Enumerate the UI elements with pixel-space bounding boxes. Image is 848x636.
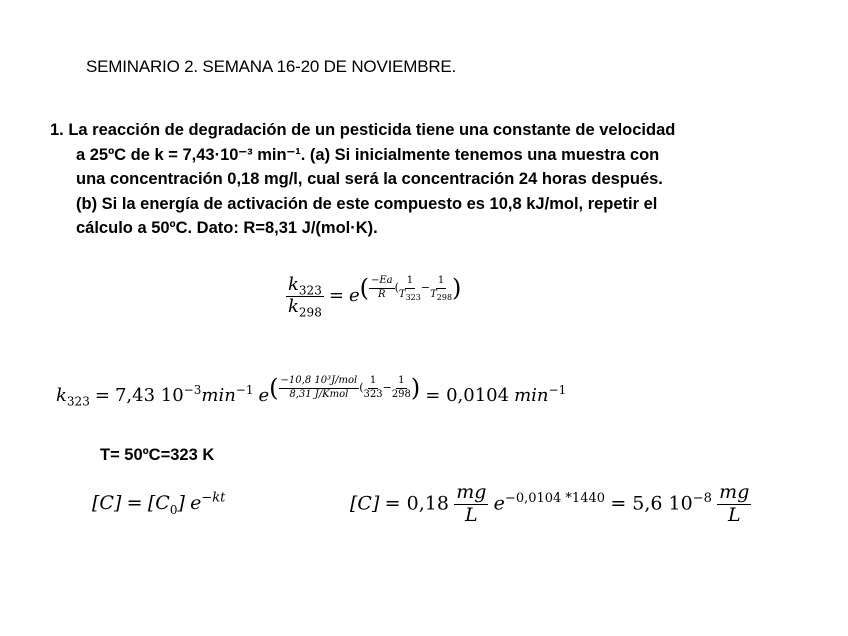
equals-sign: = bbox=[328, 284, 344, 306]
minus-sign: − bbox=[382, 381, 392, 394]
k-numerator-sub: 323 bbox=[298, 283, 322, 298]
initial-concentration-close: ] bbox=[177, 492, 185, 514]
t-b-sub: 298 bbox=[436, 292, 453, 302]
rate-ratio-fraction bbox=[286, 273, 324, 320]
exp-exponent: −0,0104 *1440 bbox=[504, 491, 606, 507]
inverse-298-fraction bbox=[392, 376, 411, 400]
equals-sign: = bbox=[126, 492, 143, 514]
ea-over-r-fraction bbox=[369, 276, 395, 300]
k-denominator: k bbox=[288, 295, 299, 317]
problem-line-1: 1. La reacción de degradación de un pesticida tiene una constante de velocidad bbox=[50, 121, 676, 139]
r-value-denominator: 8,31 J/Kmol bbox=[289, 388, 349, 400]
ea-value-numerator: −10,8 10³J/mol bbox=[279, 376, 360, 389]
k298-exponent: −3 bbox=[183, 382, 202, 397]
exponent-block: ( $\frac{\text{−10,8 10³J/mol}}{\text{8,31 J/Kmol}}$ ( $\frac{1}{323}$ − $\frac{1}{298}$ ) bbox=[269, 374, 421, 402]
t-a: T bbox=[398, 288, 406, 300]
page-title: SEMINARIO 2. SEMANA 16-20 DE NOVIEMBRE. bbox=[86, 57, 457, 76]
unit2-denominator: L bbox=[727, 503, 741, 526]
exp-base: e bbox=[258, 384, 270, 406]
concentration-result-equation bbox=[350, 483, 751, 526]
arrhenius-ratio-equation bbox=[286, 273, 462, 320]
final-concentration-exponent: −8 bbox=[692, 491, 712, 507]
unit-numerator: mg bbox=[456, 481, 487, 503]
t-b: T bbox=[430, 288, 437, 300]
unit2-numerator: mg bbox=[719, 481, 750, 503]
r-denominator: R bbox=[378, 288, 386, 300]
exp-exponent: −kt bbox=[201, 490, 226, 506]
one-b: 1 bbox=[396, 376, 406, 389]
concentration-symbol: [C] bbox=[92, 492, 122, 514]
k323-result: = 0,0104 bbox=[425, 384, 510, 406]
problem-line-3: una concentración 0,18 mg/l, cual será la concentración 24 horas después. bbox=[76, 170, 663, 188]
initial-concentration-symbol: [C bbox=[147, 492, 170, 514]
t-298-value: 298 bbox=[391, 388, 411, 400]
first-order-rate-law bbox=[92, 492, 225, 515]
k298-coefficient: 7,43 10 bbox=[114, 384, 184, 406]
min-unit: min bbox=[201, 384, 236, 406]
mg-per-l-unit bbox=[454, 483, 488, 526]
t-323-value: 323 bbox=[363, 388, 383, 400]
temperature-conversion: T= 50ºC=323 K bbox=[100, 446, 215, 464]
result-min-exponent: −1 bbox=[548, 382, 567, 397]
k323-sub: 323 bbox=[66, 394, 90, 409]
ea-numerator: −Ea bbox=[369, 276, 395, 289]
one-a: 1 bbox=[405, 276, 415, 289]
problem-statement bbox=[50, 118, 810, 241]
exp-base: e bbox=[190, 492, 202, 514]
k323-calculation-equation bbox=[56, 374, 567, 409]
exp-base: e bbox=[348, 284, 360, 306]
mg-per-l-unit-result bbox=[717, 483, 751, 526]
k323-symbol: k bbox=[56, 384, 67, 406]
min-exponent: −1 bbox=[235, 382, 254, 397]
one-a: 1 bbox=[368, 376, 378, 389]
result-min-unit: min bbox=[514, 384, 549, 406]
inverse-t298-fraction bbox=[430, 276, 452, 300]
concentration-symbol: [C] bbox=[350, 492, 380, 515]
final-concentration-value: = 5,6 10 bbox=[610, 492, 693, 515]
problem-line-5: cálculo a 50ºC. Dato: R=8,31 J/(mol·K). bbox=[76, 219, 378, 237]
ea-over-r-values-fraction bbox=[279, 376, 360, 400]
problem-line-4: (b) Si la energía de activación de este compuesto es 10,8 kJ/mol, repetir el bbox=[76, 194, 658, 213]
inverse-323-fraction bbox=[363, 376, 382, 400]
k-denominator-sub: 298 bbox=[298, 305, 322, 320]
exponent-block: ( $\frac{-Ea}{R}$ ( $\frac{1}{T_{323}}$ − $\frac{1}{T_{298}}$ ) bbox=[359, 274, 462, 302]
exp-base: e bbox=[493, 492, 505, 515]
problem-line-2: a 25ºC de k = 7,43·10⁻³ min⁻¹. (a) Si inicialmente tenemos una muestra con bbox=[76, 145, 660, 164]
inverse-t323-fraction bbox=[399, 276, 421, 300]
unit-denominator: L bbox=[464, 503, 478, 526]
initial-value: = 0,18 bbox=[384, 492, 449, 515]
t-a-sub: 323 bbox=[405, 292, 421, 302]
equals-sign: = bbox=[94, 384, 110, 406]
initial-concentration-sub: 0 bbox=[169, 502, 178, 517]
k-numerator: k bbox=[288, 273, 299, 295]
minus-sign: − bbox=[420, 281, 431, 294]
one-b: 1 bbox=[436, 276, 446, 289]
